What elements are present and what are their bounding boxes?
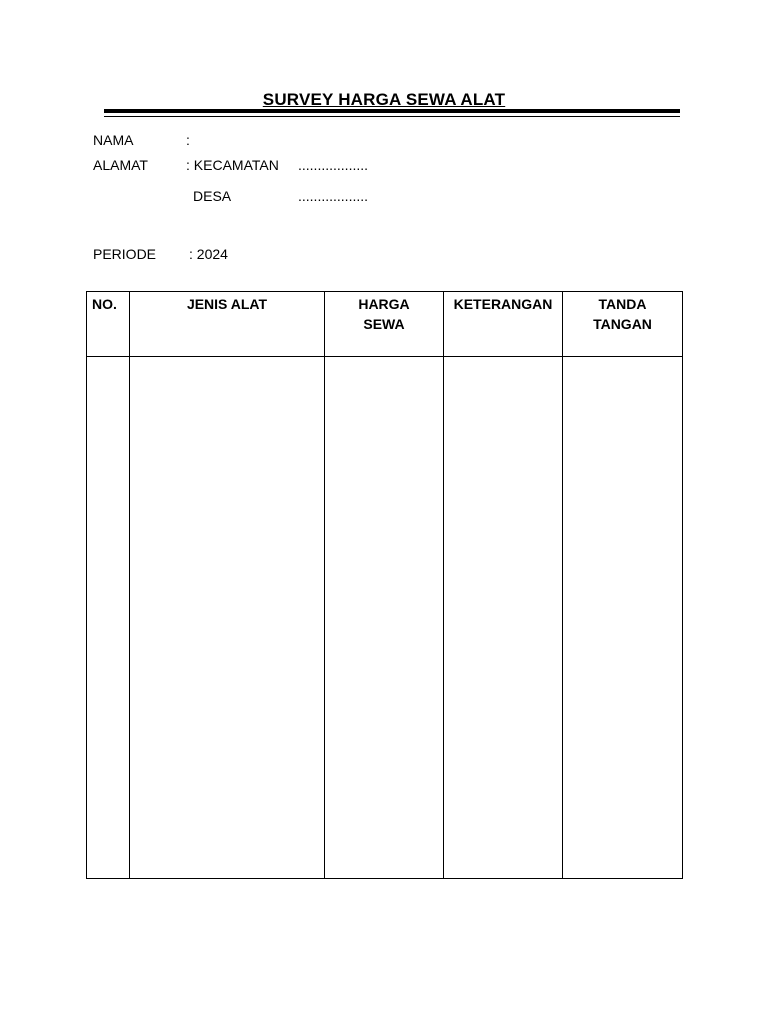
table-header-row [87,292,683,357]
desa-value: .................. [298,188,369,204]
cell-keterangan [444,357,563,879]
alamat-label: ALAMAT [93,157,148,173]
header-harga-sewa-line1: HARGA [358,296,410,312]
header-harga-sewa-line2: SEWA [363,316,405,332]
kecamatan-value: .................. [298,157,369,173]
header-jenis-alat: JENIS ALAT [130,292,325,357]
title-rule-thick [104,109,680,113]
survey-table [86,291,683,879]
document-title: SURVEY HARGA SEWA ALAT [262,90,506,109]
kecamatan-label: : KECAMATAN [186,157,279,173]
header-tanda-tangan-line1: TANDA [598,296,647,312]
cell-harga-sewa [325,357,444,879]
desa-label: DESA [193,188,232,204]
header-tanda-tangan-line2: TANGAN [593,316,652,332]
title-rule-thin [104,116,680,117]
periode-label: PERIODE [93,246,157,262]
cell-no [87,357,130,879]
periode-value: : 2024 [189,246,228,262]
cell-tanda-tangan [563,357,683,879]
header-tanda-tangan [563,292,683,357]
nama-separator: : [186,132,190,148]
nama-label: NAMA [93,132,134,148]
cell-jenis-alat [130,357,325,879]
header-no: NO. [87,292,130,357]
header-keterangan: KETERANGAN [444,292,563,357]
table-row [87,357,683,879]
header-harga-sewa [325,292,444,357]
